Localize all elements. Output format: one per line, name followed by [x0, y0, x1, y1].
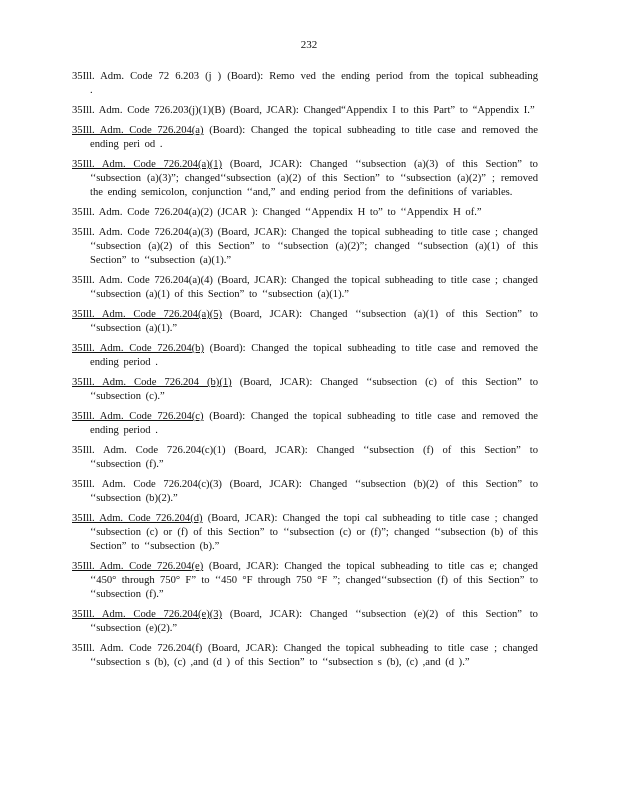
amendment-entry — [72, 274, 538, 302]
amendment-entry — [72, 608, 538, 636]
code-citation: 35Ill. Adm. Code 726.204(e)(3) — [72, 609, 223, 620]
change-description: (Board, JCAR): Changed ‘‘subsection (f) of this Section” to ‘‘subsection (f).” — [90, 445, 538, 470]
code-citation: 35Ill. Adm. Code 726.204(a)(1) — [72, 159, 223, 170]
change-description: (Board, JCAR): Changed ‘‘subsection (b)(2) of this Section” to ‘‘subsection (b)(2).” — [90, 479, 538, 504]
change-description: (Board): Changed the topical subheading to title case and removed the ending period . — [90, 343, 539, 368]
change-description: (Board, JCAR): Changed the topical subheading to title cas e; changed ‘‘450° through 750° F” to ‘‘450 °F through 750 °F ”; changed‘‘subsection (f) of this Section” to ‘‘subsection (f).” — [90, 561, 538, 600]
code-citation: 35Ill. Adm. Code 726.204(a)(2) — [72, 207, 213, 218]
change-description: (Board, JCAR): Changed ‘‘subsection (a)(3) of this Section” to ‘‘subsection (a)(3)”; changed‘‘subsection (a)(2) of this Section” to ‘‘subsection (a)(2)” ; removed the ending semicolon, conjunction ‘‘and,” and ending period from the definitions of variables. — [90, 159, 538, 198]
code-citation: 35Ill. Adm. Code 726.204(f) — [72, 643, 203, 654]
change-description: (Board, JCAR): Changed the topi cal subheading to title case ; changed ‘‘subsection (c) or (f) of this Section” to ‘‘subsection (c) or (f)”; changed ‘‘subsection (b) of this Section” to ‘‘subsection (b).” — [90, 513, 538, 552]
change-description: (Board, JCAR): Changed the topical subheading to title case ; changed ‘‘subsection (a)(1) of this Section” to ‘‘subsection (a)(1).” — [90, 275, 538, 300]
amendment-entry — [72, 376, 538, 404]
page-number: 232 — [300, 39, 318, 51]
code-citation: 35Ill. Adm. Code 726.204(c) — [72, 411, 204, 422]
amendment-entry — [72, 226, 538, 268]
amendment-list — [72, 70, 538, 676]
amendment-entry — [72, 512, 538, 554]
code-citation: 35Ill. Adm. Code 726.204(e) — [72, 561, 204, 572]
change-description: (Board): Changed the topical subheading to title case and removed the ending peri od . — [90, 125, 539, 150]
change-description: (Board, JCAR): Changed ‘‘subsection (e)(2) of this Section” to ‘‘subsection (e)(2).” — [90, 609, 538, 634]
amendment-entry — [72, 124, 538, 152]
change-description: (Board): Changed the topical subheading to title case and removed the ending period . — [90, 411, 539, 436]
code-citation: 35Ill. Adm. Code 726.203(j)(1)(B) — [72, 105, 226, 116]
change-description: (Board): Remo ved the ending period from the topical subheading . — [90, 71, 538, 96]
code-citation: 35Ill. Adm. Code 726.204(a)(5) — [72, 309, 223, 320]
code-citation: 35Ill. Adm. Code 726.204(a)(4) — [72, 275, 213, 286]
amendment-entry — [72, 478, 538, 506]
amendment-entry — [72, 410, 538, 438]
change-description: (Board, JCAR): Changed the topical subheading to title case ; changed ‘‘subsection (a)(2) of this Section” to ‘‘subsection (a)(2)”; changed ‘‘subsection (a)(1) of this Section” to ‘‘subsection (a)(1).” — [90, 227, 538, 266]
amendment-entry — [72, 342, 538, 370]
change-description: (Board, JCAR): Changed ‘‘subsection (a)(1) of this Section” to ‘‘subsection (a)(1).” — [90, 309, 538, 334]
code-citation: 35Ill. Adm. Code 726.204(c)(1) — [72, 445, 226, 456]
code-citation: 35Ill. Adm. Code 726.204(c)(3) — [72, 479, 222, 490]
code-citation: 35Ill. Adm. Code 726.204(d) — [72, 513, 203, 524]
change-description: (Board, JCAR): Changed ‘‘subsection (c) of this Section” to ‘‘subsection (c).” — [90, 377, 539, 402]
amendment-entry — [72, 70, 538, 98]
amendment-entry — [72, 444, 538, 472]
amendment-entry — [72, 308, 538, 336]
code-citation: 35Ill. Adm. Code 726.204(a) — [72, 125, 204, 136]
code-citation: 35Ill. Adm. Code 726.204(b) — [72, 343, 205, 354]
change-description: (JCAR ): Changed ‘‘Appendix H to” to ‘‘Appendix H of.” — [217, 207, 482, 218]
amendment-entry — [72, 642, 538, 670]
code-citation: 35Ill. Adm. Code 72 6.203 (j ) — [72, 71, 222, 82]
amendment-entry — [72, 206, 538, 220]
change-description: (Board, JCAR): Changed“Appendix I to this Part” to “Appendix I.” — [229, 105, 535, 116]
amendment-entry — [72, 560, 538, 602]
amendment-entry — [72, 158, 538, 200]
amendment-entry — [72, 104, 538, 118]
code-citation: 35Ill. Adm. Code 726.204 (b)(1) — [72, 377, 232, 388]
change-description: (Board, JCAR): Changed the topical subheading to title case ; changed ‘‘subsection s (b), (c) ,and (d ) of this Section” to ‘‘subsection s (b), (c) ,and (d ).” — [90, 643, 538, 668]
code-citation: 35Ill. Adm. Code 726.204(a)(3) — [72, 227, 213, 238]
